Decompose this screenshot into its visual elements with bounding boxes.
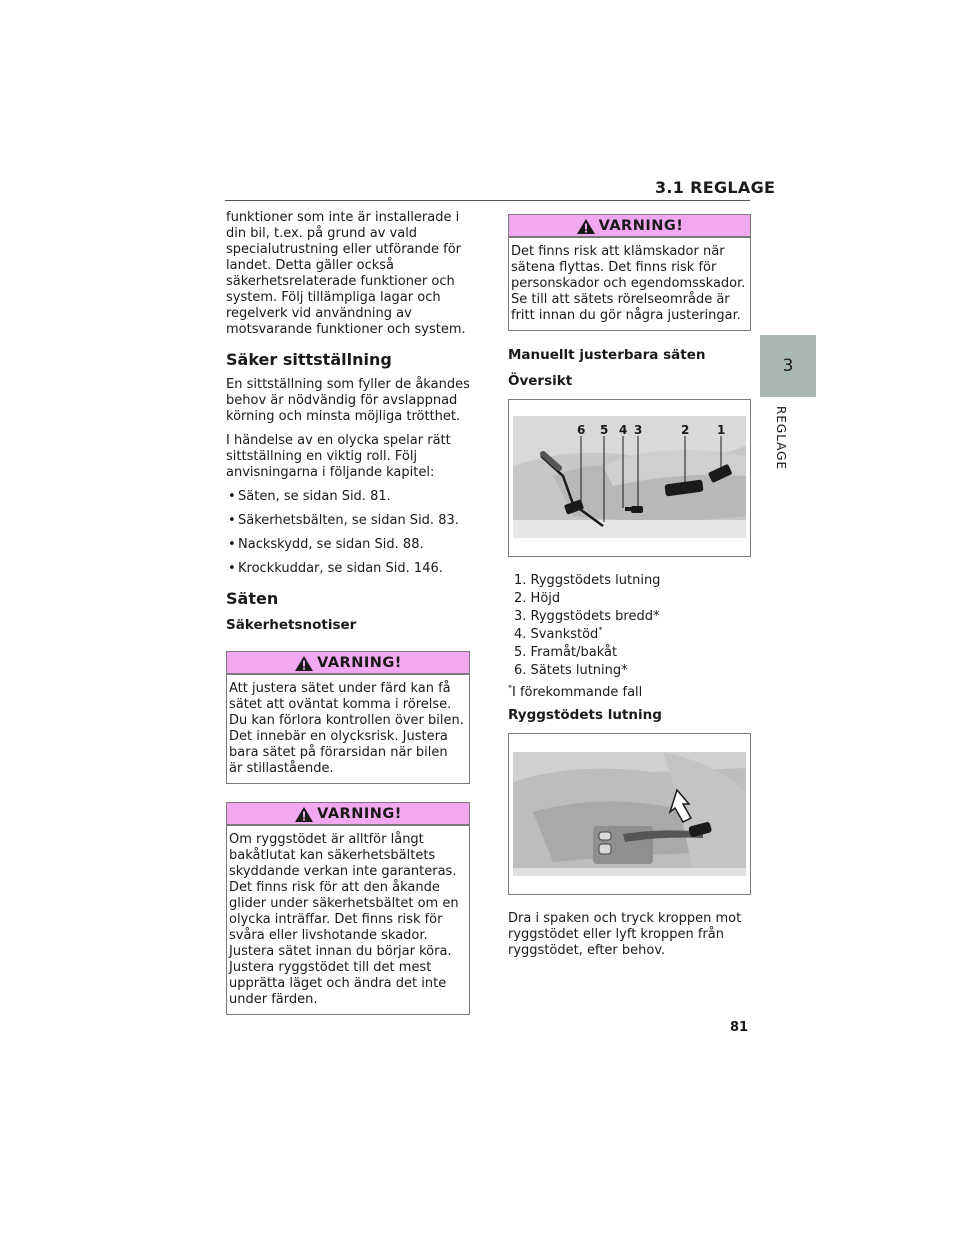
heading-manual-seats: Manuellt justerbara säten bbox=[508, 347, 706, 363]
heading-safety-notices: Säkerhetsnotiser bbox=[226, 617, 357, 633]
backrest-lever-illustration bbox=[513, 752, 746, 876]
backrest-instruction: Dra i spaken och tryck kroppen mot ryggstödet eller lyft kroppen från ryggstödet, efter behov. bbox=[508, 911, 742, 958]
list-item: • Nackskydd, se sidan Sid. 88. bbox=[226, 537, 470, 553]
page-number: 81 bbox=[730, 1020, 749, 1035]
callout-3: 3 bbox=[634, 423, 643, 437]
seat-controls-figure bbox=[508, 399, 751, 557]
warning-box bbox=[226, 651, 470, 784]
callout-5: 5 bbox=[600, 423, 609, 437]
backrest-lever-figure bbox=[508, 733, 751, 895]
footnote: *I förekommande fall bbox=[508, 683, 643, 700]
warning-triangle-icon bbox=[294, 806, 314, 823]
header-rule bbox=[225, 200, 750, 201]
heading-backrest-tilt: Ryggstödets lutning bbox=[508, 707, 662, 723]
intro-paragraph: funktioner som inte är installerade i din bil, t.ex. på grund av vald specialutrustning eller utförande för landet. Detta gäller också säkerhetsrelaterade funktioner och system. Följ tillämpliga lagar och regelverk vid användning av motsvarande funktioner och system. bbox=[226, 210, 466, 337]
callout-2: 2 bbox=[681, 423, 690, 437]
warning-box bbox=[226, 802, 470, 1015]
callout-1: 1 bbox=[717, 423, 726, 437]
warning-title: VARNING! bbox=[598, 218, 684, 234]
left-column bbox=[226, 210, 470, 1031]
seat-controls-illustration bbox=[513, 416, 746, 538]
list-item: • Säkerhetsbälten, se sidan Sid. 83. bbox=[226, 513, 470, 529]
warning-text: Att justera sätet under färd kan få sätet att oväntat komma i rörelse. Du kan förlora kontrollen över bilen. Det innebär en olycksrisk. Justera bara sätet på förarsidan när bilen är stillastående. bbox=[229, 681, 464, 776]
callout-6: 6 bbox=[577, 423, 586, 437]
section-header: 3.1 REGLAGE bbox=[655, 178, 776, 197]
controls-list bbox=[508, 573, 751, 679]
warning-title: VARNING! bbox=[317, 655, 402, 671]
chapter-number: 3 bbox=[782, 356, 794, 376]
heading-overview: Översikt bbox=[508, 373, 573, 389]
list-item: 2. Höjd bbox=[514, 591, 561, 606]
list-item: 5. Framåt/bakåt bbox=[514, 645, 618, 660]
heading-seats: Säten bbox=[226, 589, 279, 608]
warning-header bbox=[227, 652, 469, 675]
footnote-marker: * bbox=[598, 625, 603, 635]
warning-title: VARNING! bbox=[317, 806, 402, 822]
list-item: 4. Svankstöd* bbox=[514, 625, 603, 642]
safe-paragraph-1: En sittställning som fyller de åkandes behov är nödvändig för avslappnad körning och minsta möjliga trötthet. bbox=[226, 377, 470, 424]
warning-text: Om ryggstödet är alltför långt bakåtlutat kan säkerhetsbältets skyddande verkan inte garanteras. Det finns risk för att den åkande glider under säkerhetsbältet om en olycka inträffar. Det finns risk för svåra eller livshotande skador. Justera sätet innan du börjar köra. Justera ryggstödet till det mest upprätta läget och ändra det inte under färden. bbox=[229, 832, 459, 1007]
warning-header bbox=[227, 803, 469, 826]
right-column bbox=[508, 214, 751, 967]
safe-paragraph-2: I händelse av en olycka spelar rätt sittställning en viktig roll. Följ anvisningarna i följande kapitel: bbox=[226, 433, 451, 480]
warning-triangle-icon bbox=[294, 655, 314, 672]
warning-box bbox=[508, 214, 751, 331]
chapter-label: REGLAGE bbox=[774, 406, 788, 471]
warning-header bbox=[509, 215, 750, 238]
warning-text: Det finns risk att klämskador när sätena flyttas. Det finns risk för personskador och egendomsskador. Se till att sätets rörelseområde är fritt innan du gör några justeringar. bbox=[511, 244, 746, 323]
chapter-tab bbox=[760, 335, 816, 397]
list-item: 6. Sätets lutning* bbox=[514, 663, 628, 678]
reference-list bbox=[226, 489, 470, 577]
heading-safe-position: Säker sittställning bbox=[226, 350, 392, 369]
list-item: 1. Ryggstödets lutning bbox=[514, 573, 661, 588]
warning-triangle-icon bbox=[576, 218, 596, 235]
callout-4: 4 bbox=[619, 423, 628, 437]
list-item: • Säten, se sidan Sid. 81. bbox=[226, 489, 470, 505]
list-item: • Krockkuddar, se sidan Sid. 146. bbox=[226, 561, 470, 577]
list-item: 3. Ryggstödets bredd* bbox=[514, 609, 660, 624]
